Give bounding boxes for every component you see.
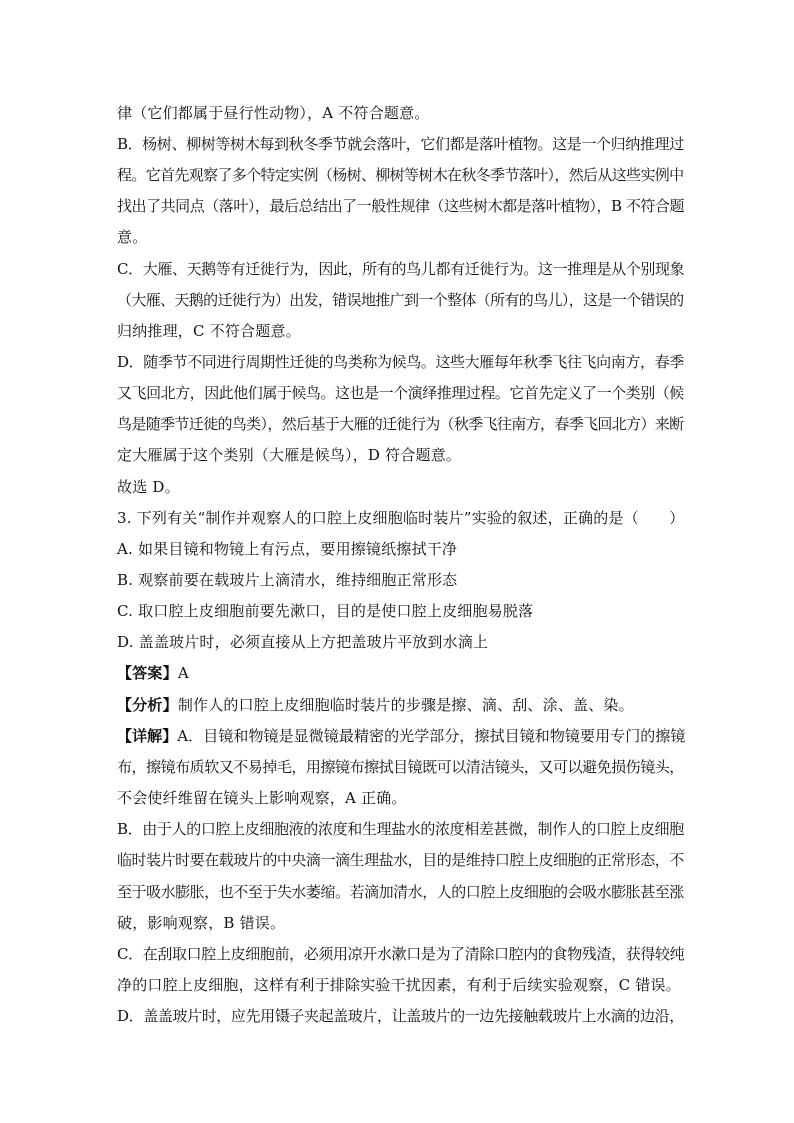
text-line: C．在刮取口腔上皮细胞前，必须用凉开水漱口是为了清除口腔内的食物残渣，获得较纯 xyxy=(117,945,685,963)
text-line: D．随季节不同进行周期性迁徙的鸟类称为候鸟。这些大雁每年秋季飞往飞向南方，春季 xyxy=(117,353,684,371)
answer-line xyxy=(117,663,189,683)
text-line: D．盖盖玻片时，应先用镊子夹起盖玻片，让盖玻片的一边先接触载玻片上水滴的边沿， xyxy=(117,1007,684,1025)
text-line: B．由于人的口腔上皮细胞液的浓度和生理盐水的浓度相差甚微，制作人的口腔上皮细胞 xyxy=(117,820,684,838)
text-line: B．杨树、柳树等树木每到秋冬季节就会落叶，它们都是落叶植物。这是一个归纳推理过 xyxy=(117,135,684,153)
text-line: 程。它首先观察了多个特定实例（杨树、柳树等树木在秋冬季节落叶），然后从这些实例中 xyxy=(117,166,684,184)
text-line: 意。 xyxy=(117,228,148,246)
text-line: （大雁、天鹅的迁徙行为）出发，错误地推广到一个整体（所有的鸟儿），这是一个错误的 xyxy=(117,291,684,309)
detail-text: A．目镜和物镜是显微镜最精密的光学部分，擦拭目镜和物镜要用专门的擦镜 xyxy=(177,727,686,745)
text-line: 布，擦镜布质软又不易掉毛，用擦镜布擦拭目镜既可以清洁镜头，又可以避免损伤镜头， xyxy=(117,758,684,776)
option-a: A. 如果目镜和物镜上有污点，要用擦镜纸擦拭干净 xyxy=(117,540,458,558)
option-c: C. 取口腔上皮细胞前要先漱口，目的是使口腔上皮细胞易脱落 xyxy=(117,602,534,620)
text-line: 净的口腔上皮细胞，这样有利于排除实验干扰因素，有利于后续实验观察，C 错误。 xyxy=(117,976,681,994)
analysis-text: 制作人的口腔上皮细胞临时装片的步骤是擦、滴、刮、涂、盖、染。 xyxy=(177,696,634,714)
text-line: 破，影响观察，B 错误。 xyxy=(117,914,286,932)
answer-value: A xyxy=(177,664,189,682)
detail-line xyxy=(117,726,685,746)
text-line: 又飞回北方，因此他们属于候鸟。这也是一个演绎推理过程。它首先定义了一个类别（候 xyxy=(117,384,684,402)
option-b: B. 观察前要在载玻片上滴清水，维持细胞正常形态 xyxy=(117,571,458,589)
text-line: 至于吸水膨胀，也不至于失水萎缩。若滴加清水，人的口腔上皮细胞的会吸水膨胀甚至涨 xyxy=(117,883,684,901)
detail-tag: 【详解】 xyxy=(117,727,178,745)
text-line: 找出了共同点（落叶），最后总结出了一般性规律（这些树木都是落叶植物），B 不符合题 xyxy=(117,197,684,215)
text-line: 归纳推理，C 不符合题意。 xyxy=(117,322,301,340)
text-line: 不会使纤维留在镜头上影响观察，A 正确。 xyxy=(117,789,407,807)
text-line: 鸟是随季节迁徙的鸟类），然后基于大雁的迁徙行为（秋季飞往南方，春季飞回北方）来断 xyxy=(117,415,684,433)
text-line: C．大雁、天鹅等有迁徙行为，因此，所有的鸟儿都有迁徙行为。这一推理是从个别现象 xyxy=(117,260,685,278)
question-stem: 3. 下列有关“制作并观察人的口腔上皮细胞临时装片”实验的叙述，正确的是（ ） xyxy=(117,509,685,527)
analysis-line xyxy=(117,695,634,715)
answer-tag: 【答案】 xyxy=(117,664,178,682)
text-line: 临时装片时要在载玻片的中央滴一滴生理盐水，目的是维持口腔上皮细胞的正常形态，不 xyxy=(117,851,684,869)
text-line: 定大雁属于这个类别（大雁是候鸟），D 符合题意。 xyxy=(117,446,462,464)
option-d: D. 盖盖玻片时，必须直接从上方把盖玻片平放到水滴上 xyxy=(117,633,489,651)
text-line: 故选 D。 xyxy=(117,478,180,496)
analysis-tag: 【分析】 xyxy=(117,696,178,714)
text-line: 律（它们都属于昼行性动物），A 不符合题意。 xyxy=(117,104,430,122)
